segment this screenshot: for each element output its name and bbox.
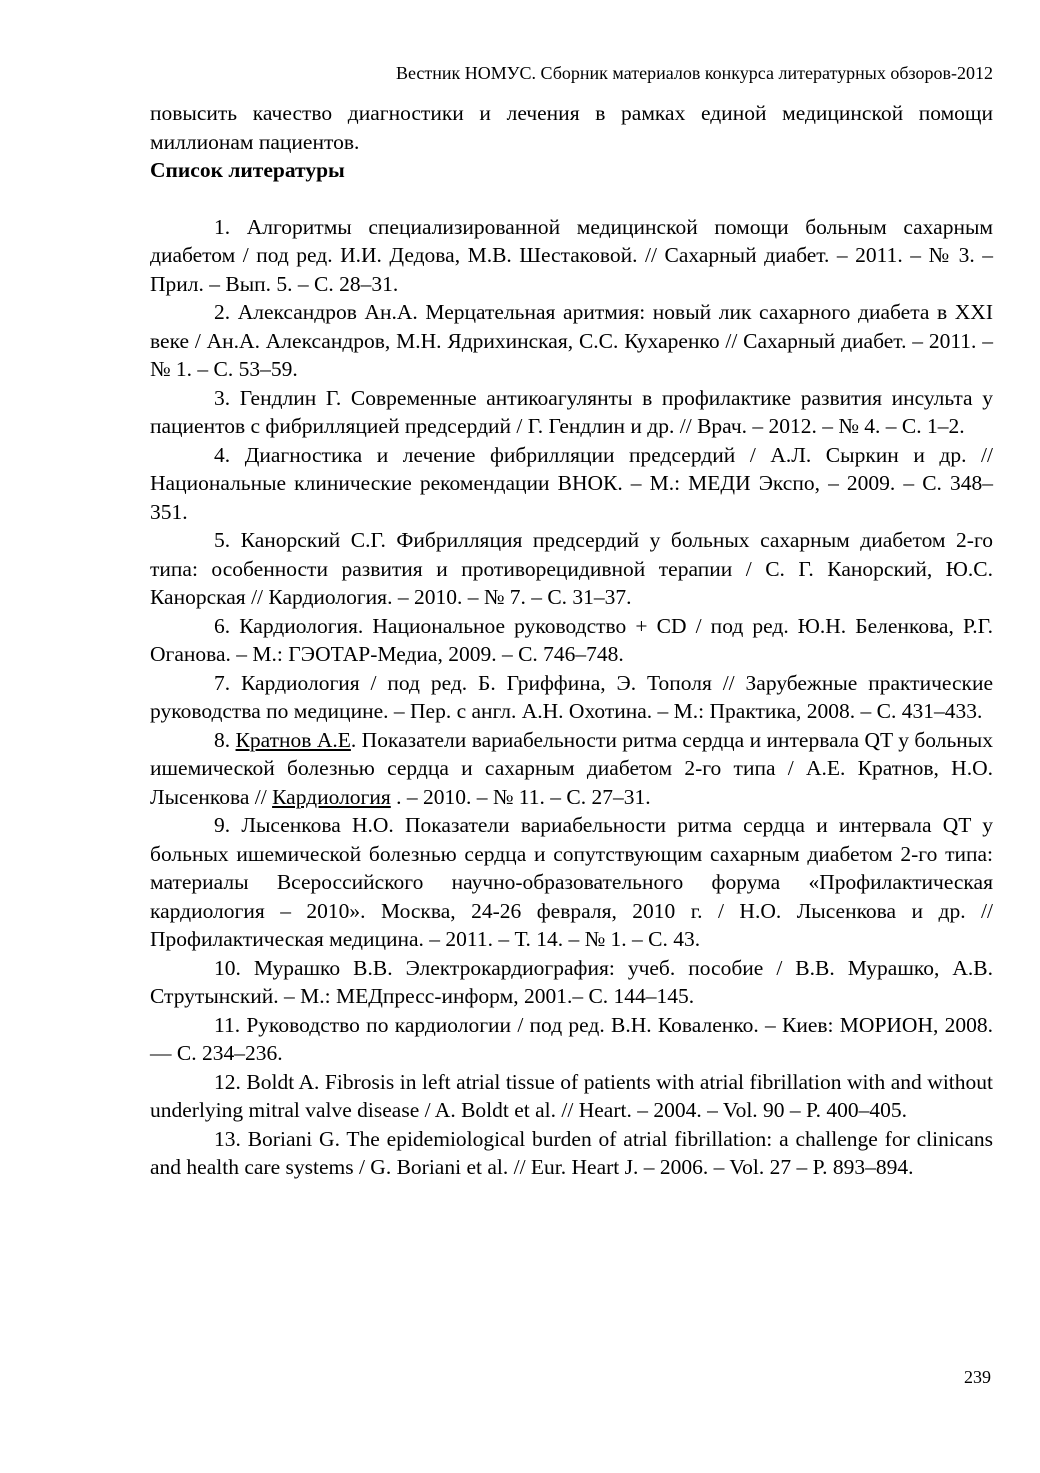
reference-item-3: 3. Гендлин Г. Современные антикоагулянты в профилактике развития инсульта у пациентов с фибрилляцией предсердий / Г. Гендлин и др. // Врач. – 2012. – № 4. – С. 1–2. [150,385,993,438]
reference-item-9: 9. Лысенкова Н.О. Показатели вариабельности ритма сердца и интервала QT у больных ишемической болезнью сердца и сопутствующим сахарным диабетом 2-го типа: материалы Всероссийского научно-образовательного форума «Профилактическая кардиология – 2010». Москва, 24-26 февраля, 2010 г. / Н.О. Лысенкова и др. // Профилактическая медицина. – 2011. – Т. 14. – № 1. – С. 43. [150,813,993,951]
reference-item-10: 10. Мурашко В.В. Электрокардиография: учеб. пособие / В.В. Мурашко, А.В. Струтынский. – М.: МЕДпресс-информ, 2001.– С. 144–145. [150,955,993,1008]
reference-item-1: 1. Алгоритмы специализированной медицинской помощи больным сахарным диабетом / под ред. И.И. Дедова, М.В. Шестаковой. // Сахарный диабет. – 2011. – № 3. – Прил. – Вып. 5. – С. 28–31. [150,214,993,296]
reference-item-13: 13. Boriani G. The epidemiological burden of atrial fibrillation: a challenge for clinicans and health care systems / G. Boriani et al. // Eur. Heart J. – 2006. – Vol. 27 – P. 893–894. [150,1126,993,1179]
reference-item-8 [150,726,993,812]
running-header: Вестник НОМУС. Сборник материалов конкурса литературных обзоров-2012 [395,63,993,83]
page-content [150,99,993,1182]
reference-item-7: 7. Кардиология / под ред. Б. Гриффина, Э. Тополя // Зарубежные практические руководства по медицине. – Пер. с англ. А.Н. Охотина. – М.: Практика, 2008. – С. 431–433. [150,670,993,723]
reference-item-6: 6. Кардиология. Национальное руководство + CD / под ред. Ю.Н. Беленкова, Р.Г. Оганова. – М.: ГЭОТАР-Медиа, 2009. – С. 746–748. [150,613,993,666]
reference-8-suffix: . – 2010. – № 11. – С. 27–31. [390,784,651,809]
reference-8-body: . Показатели вариабельности ритма сердца и интервала QT у больных ишемической болезнью сердца и сахарным диабетом 2-го типа / А.Е. Кратнов, Н.О. Лысенкова // [150,727,994,809]
reference-list [150,213,993,1182]
reference-item-2: 2. Александров Ан.А. Мерцательная аритмия: новый лик сахарного диабета в XXI веке / Ан.А. Александров, М.Н. Ядрихинская, С.С. Кухаренко // Сахарный диабет. – 2011. – № 1. – С. 53–59. [150,300,993,381]
page-number: 239 [964,1367,991,1387]
reference-8-prefix: 8. [214,727,236,752]
reference-item-11: 11. Руководство по кардиологии / под ред. В.Н. Коваленко. – Киев: МОРИОН, 2008. — С. 234–236. [150,1012,993,1065]
journal-link[interactable]: Кардиология [272,784,391,809]
reference-item-4: 4. Диагностика и лечение фибрилляции предсердий / А.Л. Сыркин и др. // Национальные клинические рекомендации ВНОК. – М.: МЕДИ Экспо, – 2009. – С. 348–351. [150,442,993,524]
author-link[interactable]: Кратнов А.Е [235,727,351,752]
reference-item-12: 12. Boldt A. Fibrosis in left atrial tissue of patients with atrial fibrillation with and without underlying mitral valve disease / A. Boldt et al. // Heart. – 2004. – Vol. 90 – P. 400–405. [150,1069,993,1122]
reference-item-5: 5. Канорский С.Г. Фибрилляция предсердий у больных сахарным диабетом 2-го типа: особенности развития и противорецидивной терапии / С. Г. Канорский, Ю.С. Канорская // Кардиология. – 2010. – № 7. – С. 31–37. [150,528,993,609]
intro-paragraph: повысить качество диагностики и лечения в рамках единой медицинской помощи миллионам пациентов. [150,101,993,154]
references-heading: Список литературы [150,158,345,182]
